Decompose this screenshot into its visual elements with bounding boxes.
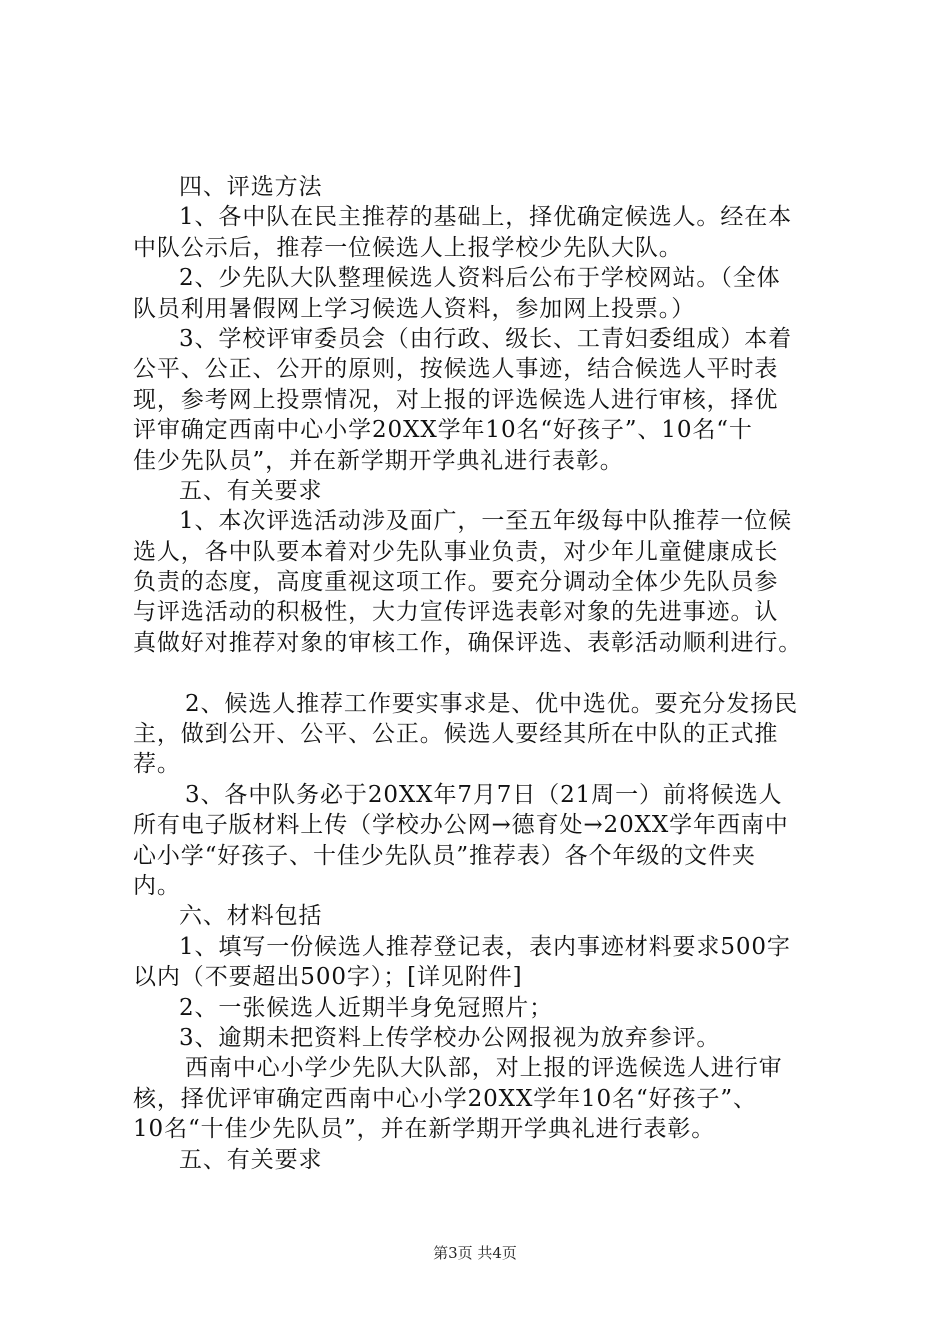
- text-line: 现，参考网上投票情况，对上报的评选候选人进行审核，择优: [133, 386, 779, 413]
- page-footer: 第3页 共4页: [433, 1244, 517, 1262]
- text-line: 1、填写一份候选人推荐登记表，表内事迹材料要求500字: [179, 933, 791, 960]
- text-line: 中队公示后，推荐一位候选人上报学校少先队大队。: [133, 234, 683, 261]
- text-line: 西南中心小学少先队大队部，对上报的评选候选人进行审: [185, 1055, 783, 1082]
- document-body: [133, 172, 833, 1175]
- text-line: 真做好对推荐对象的审核工作，确保评选、表彰活动顺利进行。: [133, 629, 803, 656]
- text-line: 队员利用暑假网上学习候选人资料，参加网上投票。）: [133, 295, 696, 322]
- text-line: 所有电子版材料上传（学校办公网→德育处→20XX学年西南中: [133, 812, 789, 839]
- text-line: 10名“十佳少先队员”，并在新学期开学典礼进行表彰。: [133, 1116, 716, 1143]
- text-line: 心小学“好孩子、十佳少先队员”推荐表）各个年级的文件夹: [133, 842, 756, 869]
- text-line: 主，做到公开、公平、公正。候选人要经其所在中队的正式推: [133, 721, 779, 748]
- text-line: 选人，各中队要本着对少先队事业负责，对少年儿童健康成长: [133, 538, 779, 565]
- blank-line: [133, 658, 833, 688]
- text-line: 核，择优评审确定西南中心小学20XX学年10名“好孩子”、: [133, 1085, 757, 1112]
- text-line: 佳少先队员”，并在新学期开学典礼进行表彰。: [133, 447, 624, 474]
- text-line: 负责的态度，高度重视这项工作。要充分调动全体少先队员参: [133, 569, 779, 596]
- text-line: 公平、公正、公开的原则，按候选人事迹，结合候选人平时表: [133, 356, 779, 383]
- text-line: 1、本次评选活动涉及面广，一至五年级每中队推荐一位候: [179, 508, 793, 535]
- text-line: 3、学校评审委员会（由行政、级长、工青妇委组成）本着: [179, 325, 793, 352]
- text-line: 与评选活动的积极性，大力宣传评选表彰对象的先进事迹。认: [133, 599, 779, 626]
- text-line: 1、各中队在民主推荐的基础上，择优确定候选人。经在本: [179, 204, 793, 231]
- text-line: 2、一张候选人近期半身免冠照片；: [179, 994, 554, 1021]
- text-line: 荐。: [133, 751, 181, 778]
- text-line: 2、候选人推荐工作要实事求是、优中选优。要充分发扬民: [185, 690, 799, 717]
- text-line: 以内（不要超出500字）；[详见附件]: [133, 964, 523, 991]
- text-line: 2、少先队大队整理候选人资料后公布于学校网站。（全体: [179, 265, 781, 292]
- text-line: 3、各中队务必于20XX年7月7日（21周一）前将候选人: [185, 781, 783, 808]
- text-line: 五、有关要求: [179, 477, 323, 504]
- text-line: 评审确定西南中心小学20XX学年10名“好孩子”、10名“十: [133, 417, 753, 444]
- text-line: 四、评选方法: [179, 174, 323, 200]
- text-line: 五、有关要求: [179, 1146, 323, 1173]
- text-line: 3、逾期未把资料上传学校办公网报视为放弃参评。: [179, 1024, 721, 1051]
- text-line: 内。: [133, 872, 181, 899]
- text-line: 六、材料包括: [179, 903, 323, 930]
